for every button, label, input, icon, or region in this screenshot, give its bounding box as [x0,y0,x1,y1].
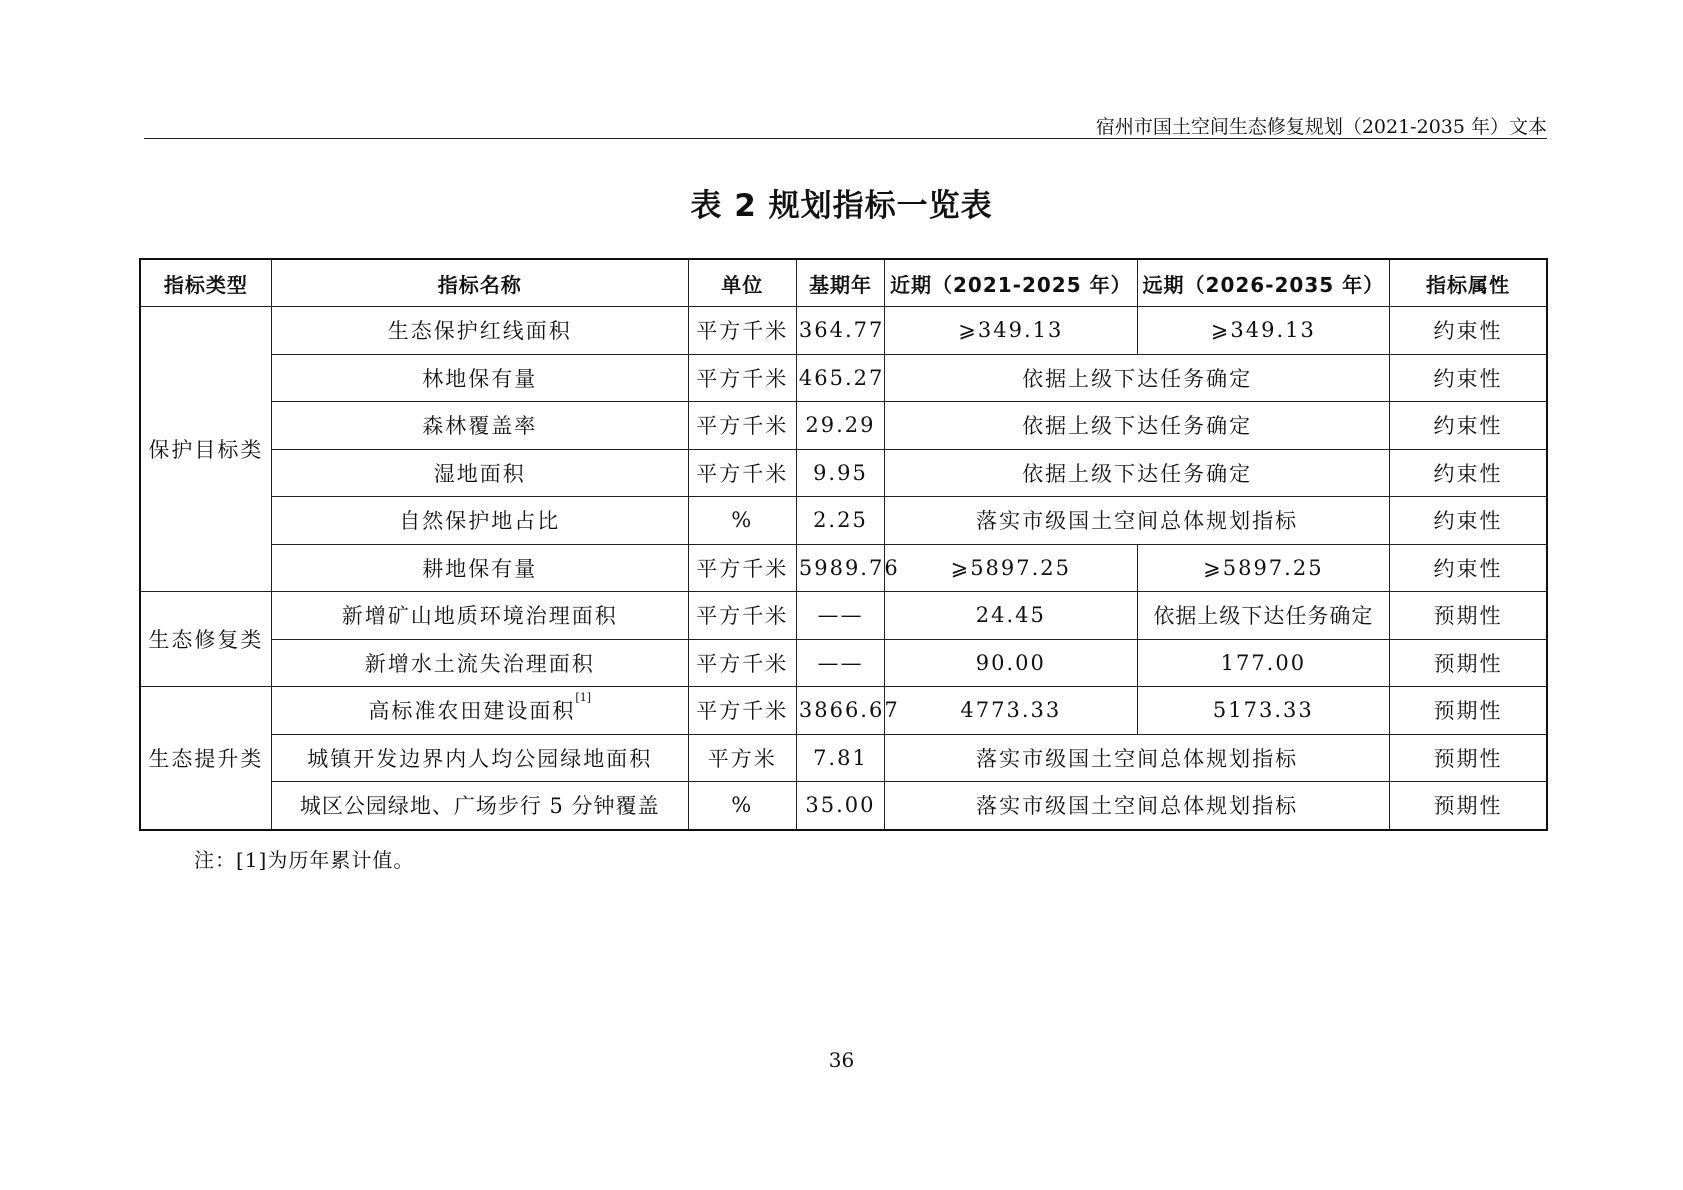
row-far: ⩾5897.25 [1137,544,1390,592]
row-base: —— [796,639,884,687]
row-near: 4773.33 [885,687,1138,735]
row-attr: 约束性 [1390,449,1547,497]
row-far: 5173.33 [1137,687,1390,735]
row-base: 29.29 [796,402,884,450]
table-row [140,782,1547,830]
row-unit: 平方千米 [688,687,796,735]
table-row [140,449,1547,497]
group-cell-protect: 保护目标类 [140,307,271,592]
col-header-near: 近期（2021-2025 年） [885,259,1138,307]
row-unit: 平方千米 [688,544,796,592]
row-attr: 预期性 [1390,639,1547,687]
row-attr: 预期性 [1390,734,1547,782]
row-name: 湿地面积 [271,449,688,497]
row-base: 7.81 [796,734,884,782]
row-unit: % [688,782,796,830]
row-attr: 预期性 [1390,592,1547,640]
row-name: 自然保护地占比 [271,497,688,545]
table-row [140,639,1547,687]
row-unit: 平方千米 [688,449,796,497]
table-row [140,544,1547,592]
row-base: 364.77 [796,307,884,355]
row-name: 城区公园绿地、广场步行 5 分钟覆盖 [271,782,688,830]
row-attr: 约束性 [1390,402,1547,450]
row-merged-target: 落实市级国土空间总体规划指标 [885,734,1390,782]
row-attr: 约束性 [1390,354,1547,402]
group-cell-restore: 生态修复类 [140,592,271,687]
row-attr: 预期性 [1390,687,1547,735]
col-header-far: 远期（2026-2035 年） [1137,259,1390,307]
row-base: 3866.67 [796,687,884,735]
row-near: 24.45 [885,592,1138,640]
table-row [140,307,1547,355]
row-name: 耕地保有量 [271,544,688,592]
table-row [140,354,1547,402]
row-name: 新增水土流失治理面积 [271,639,688,687]
header-divider [144,138,1547,139]
col-header-type: 指标类型 [140,259,271,307]
row-unit: 平方千米 [688,402,796,450]
row-attr: 约束性 [1390,544,1547,592]
row-base: —— [796,592,884,640]
table-row [140,734,1547,782]
row-near: 90.00 [885,639,1138,687]
row-base: 9.95 [796,449,884,497]
row-far: ⩾349.13 [1137,307,1390,355]
col-header-base: 基期年 [796,259,884,307]
row-base: 5989.76 [796,544,884,592]
row-merged-target: 依据上级下达任务确定 [885,402,1390,450]
table-footnote: 注：[1]为历年累计值。 [194,848,415,872]
col-header-name: 指标名称 [271,259,688,307]
row-unit: 平方米 [688,734,796,782]
page-number: 36 [828,1048,855,1072]
row-unit: 平方千米 [688,354,796,402]
row-attr: 约束性 [1390,307,1547,355]
table-row [140,687,1547,735]
row-near: ⩾5897.25 [885,544,1138,592]
col-header-attr: 指标属性 [1390,259,1547,307]
table-row [140,497,1547,545]
row-name: 高标准农田建设面积 [368,699,576,724]
row-unit: 平方千米 [688,639,796,687]
table-title: 表 2 规划指标一览表 [690,188,993,224]
running-header: 宿州市国土空间生态修复规划（2021-2035 年）文本 [1095,116,1547,138]
row-base: 35.00 [796,782,884,830]
row-unit: 平方千米 [688,307,796,355]
indicator-table [139,258,1548,831]
table-row [140,592,1547,640]
row-name: 林地保有量 [271,354,688,402]
footnote-ref: [1] [575,691,591,705]
row-base: 465.27 [796,354,884,402]
row-merged-target: 依据上级下达任务确定 [885,354,1390,402]
row-name-cell [271,687,688,735]
col-header-unit: 单位 [688,259,796,307]
row-name: 城镇开发边界内人均公园绿地面积 [271,734,688,782]
row-merged-target: 落实市级国土空间总体规划指标 [885,782,1390,830]
row-base: 2.25 [796,497,884,545]
row-far: 依据上级下达任务确定 [1137,592,1390,640]
row-unit: % [688,497,796,545]
row-name: 新增矿山地质环境治理面积 [271,592,688,640]
row-unit: 平方千米 [688,592,796,640]
table-header-row [140,259,1547,307]
row-attr: 约束性 [1390,497,1547,545]
row-far: 177.00 [1137,639,1390,687]
table-row [140,402,1547,450]
group-cell-improve: 生态提升类 [140,687,271,830]
row-merged-target: 依据上级下达任务确定 [885,449,1390,497]
row-name: 生态保护红线面积 [271,307,688,355]
row-name: 森林覆盖率 [271,402,688,450]
row-merged-target: 落实市级国土空间总体规划指标 [885,497,1390,545]
row-near: ⩾349.13 [885,307,1138,355]
row-attr: 预期性 [1390,782,1547,830]
